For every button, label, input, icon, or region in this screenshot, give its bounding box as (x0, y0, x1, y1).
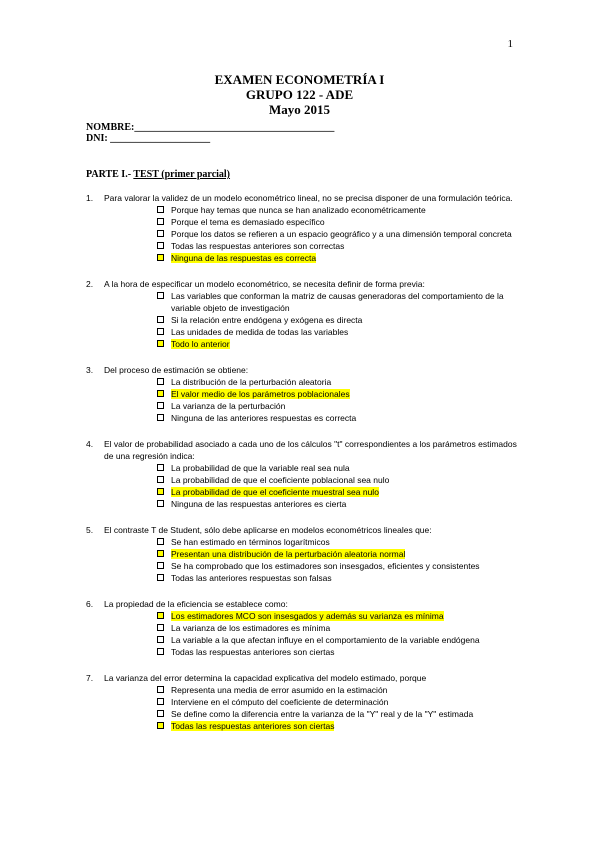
option-text: Ninguna de las respuestas anteriores es cierta (171, 499, 347, 509)
option-label (171, 228, 526, 240)
options-list (157, 610, 526, 658)
part-title: TEST (primer parcial) (133, 169, 231, 180)
options-list (157, 536, 526, 584)
option-label (171, 314, 526, 326)
exam-header (0, 72, 599, 117)
option-label (171, 376, 526, 388)
exam-date: Mayo 2015 (268, 102, 331, 117)
answer-option[interactable] (157, 338, 526, 350)
nombre-field[interactable]: NOMBRE:________________________________________ (86, 122, 335, 133)
answer-option[interactable] (157, 610, 526, 622)
option-text: Los estimadores MCO son insesgados y además su varianza es mínima (171, 611, 444, 621)
checkbox-icon[interactable] (157, 648, 164, 655)
question-row (86, 438, 526, 462)
option-label (171, 696, 526, 708)
checkbox-icon[interactable] (157, 292, 164, 299)
question-text: La varianza del error determina la capacidad explicativa del modelo estimado, porque (104, 673, 427, 683)
checkbox-icon[interactable] (157, 340, 164, 347)
option-text: Representa una media de error asumido en la estimación (171, 685, 388, 695)
checkbox-icon[interactable] (157, 206, 164, 213)
options-list (157, 376, 526, 424)
part-prefix: PARTE I.- (86, 169, 134, 180)
option-label (171, 400, 526, 412)
option-label (171, 486, 526, 498)
answer-option[interactable] (157, 548, 526, 560)
option-label (171, 646, 526, 658)
answer-option[interactable] (157, 388, 526, 400)
option-label (171, 720, 526, 732)
checkbox-icon[interactable] (157, 402, 164, 409)
question-5 (86, 524, 526, 584)
options-list (157, 290, 526, 350)
question-row (86, 192, 526, 204)
checkbox-icon[interactable] (157, 218, 164, 225)
option-label (171, 560, 526, 572)
option-label (171, 216, 526, 228)
answer-option[interactable] (157, 326, 526, 338)
option-text: Ninguna de las anteriores respuestas es correcta (171, 413, 357, 423)
answer-option[interactable] (157, 720, 526, 732)
checkbox-icon[interactable] (157, 254, 164, 261)
option-label (171, 240, 526, 252)
answer-option[interactable] (157, 696, 526, 708)
option-text: La probabilidad de que el coeficiente poblacional sea nulo (171, 475, 390, 485)
answer-option[interactable] (157, 708, 526, 720)
question-7 (86, 672, 526, 732)
question-list (86, 192, 526, 746)
option-text: Porque el tema es demasiado específico (171, 217, 325, 227)
option-label (171, 412, 526, 424)
question-6 (86, 598, 526, 658)
option-label (171, 548, 526, 560)
answer-option[interactable] (157, 228, 526, 240)
question-1 (86, 192, 526, 264)
checkbox-icon[interactable] (157, 624, 164, 631)
option-label (171, 326, 526, 338)
question-text: Del proceso de estimación se obtiene: (104, 365, 249, 375)
option-label (171, 622, 526, 634)
answer-option[interactable] (157, 536, 526, 548)
exam-title: EXAMEN ECONOMETRÍA I (214, 72, 385, 87)
question-number: 4. (86, 439, 94, 449)
option-text: Todas las respuestas anteriores son ciertas (171, 647, 335, 657)
option-text: Todas las anteriores respuestas son falsas (171, 573, 332, 583)
options-list (157, 684, 526, 732)
question-row (86, 364, 526, 376)
question-text: El valor de probabilidad asociado a cada uno de los cálculos "t" correspondientes a los parámetros estimados de una regresión indica: (104, 439, 517, 461)
checkbox-icon[interactable] (157, 488, 164, 495)
checkbox-icon[interactable] (157, 414, 164, 421)
question-2 (86, 278, 526, 350)
question-number: 7. (86, 673, 94, 683)
checkbox-icon[interactable] (157, 636, 164, 643)
checkbox-icon[interactable] (157, 230, 164, 237)
answer-option[interactable] (157, 216, 526, 228)
checkbox-icon[interactable] (157, 316, 164, 323)
answer-option[interactable] (157, 376, 526, 388)
option-label (171, 388, 526, 400)
answer-option[interactable] (157, 462, 526, 474)
question-text: La propiedad de la eficiencia se establece como: (104, 599, 288, 609)
option-text: Las variables que conforman la matriz de causas generadoras del comportamiento de la variable objeto de investigación (171, 291, 504, 313)
answer-option[interactable] (157, 412, 526, 424)
checkbox-icon[interactable] (157, 476, 164, 483)
question-number: 5. (86, 525, 94, 535)
question-3 (86, 364, 526, 424)
question-4 (86, 438, 526, 510)
answer-option[interactable] (157, 646, 526, 658)
answer-option[interactable] (157, 240, 526, 252)
question-number: 3. (86, 365, 94, 375)
option-text: La varianza de la perturbación (171, 401, 286, 411)
answer-option[interactable] (157, 572, 526, 584)
page-number: 1 (507, 38, 513, 50)
option-label (171, 708, 526, 720)
option-label (171, 290, 526, 314)
answer-option[interactable] (157, 486, 526, 498)
option-text: Se han estimado en términos logarítmicos (171, 537, 330, 547)
option-text: Porque hay temas que nunca se han analizado econométricamente (171, 205, 426, 215)
option-label (171, 462, 526, 474)
option-text: Se define como la diferencia entre la varianza de la "Y" real y de la "Y" estimada (171, 709, 474, 719)
option-text: Todo lo anterior (171, 339, 230, 349)
student-fields (86, 122, 334, 144)
answer-option[interactable] (157, 560, 526, 572)
answer-option[interactable] (157, 290, 526, 314)
option-text: Interviene en el cómputo del coeficiente de determinación (171, 697, 389, 707)
checkbox-icon[interactable] (157, 242, 164, 249)
checkbox-icon[interactable] (157, 562, 164, 569)
checkbox-icon[interactable] (157, 574, 164, 581)
answer-option[interactable] (157, 498, 526, 510)
option-label (171, 338, 526, 350)
checkbox-icon[interactable] (157, 390, 164, 397)
question-row (86, 598, 526, 610)
option-text: Se ha comprobado que los estimadores son insesgados, eficientes y consistentes (171, 561, 480, 571)
checkbox-icon[interactable] (157, 328, 164, 335)
option-text: La varianza de los estimadores es mínima (171, 623, 331, 633)
option-label (171, 536, 526, 548)
option-text: Las unidades de medida de todas las variables (171, 327, 349, 337)
exam-group: GRUPO 122 - ADE (245, 87, 354, 102)
option-text: Porque los datos se refieren a un espacio geográfico y a una dimensión temporal concreta (171, 229, 512, 239)
answer-option[interactable] (157, 622, 526, 634)
option-label (171, 634, 526, 646)
part-heading (86, 169, 230, 180)
option-text: Ninguna de las respuestas es correcta (171, 253, 317, 263)
option-text: Todas las respuestas anteriores son correctas (171, 241, 345, 251)
option-text: El valor medio de los parámetros poblacionales (171, 389, 350, 399)
answer-option[interactable] (157, 400, 526, 412)
checkbox-icon[interactable] (157, 686, 164, 693)
dni-field[interactable]: DNI: ____________________ (86, 133, 211, 144)
option-text: Todas las respuestas anteriores son ciertas (171, 721, 335, 731)
answer-option[interactable] (157, 204, 526, 216)
option-text: La probabilidad de que la variable real sea nula (171, 463, 350, 473)
option-label (171, 572, 526, 584)
checkbox-icon[interactable] (157, 722, 164, 729)
checkbox-icon[interactable] (157, 464, 164, 471)
question-row (86, 278, 526, 290)
checkbox-icon[interactable] (157, 612, 164, 619)
question-text: A la hora de especificar un modelo econométrico, se necesita definir de forma previa: (104, 279, 425, 289)
question-number: 6. (86, 599, 94, 609)
checkbox-icon[interactable] (157, 550, 164, 557)
question-text: El contraste T de Student, sólo debe aplicarse en modelos econométricos lineales que: (104, 525, 432, 535)
checkbox-icon[interactable] (157, 538, 164, 545)
checkbox-icon[interactable] (157, 710, 164, 717)
answer-option[interactable] (157, 684, 526, 696)
options-list (157, 204, 526, 264)
checkbox-icon[interactable] (157, 500, 164, 507)
option-label (171, 252, 526, 264)
question-text: Para valorar la validez de un modelo econométrico lineal, no se precisa disponer de una formulación teórica. (104, 193, 513, 203)
options-list (157, 462, 526, 510)
question-number: 1. (86, 193, 94, 203)
checkbox-icon[interactable] (157, 378, 164, 385)
option-text: La distribución de la perturbación aleatoria (171, 377, 332, 387)
option-text: La variable a la que afectan influye en el comportamiento de la variable endógena (171, 635, 480, 645)
question-row (86, 524, 526, 536)
option-label (171, 684, 526, 696)
option-text: Presentan una distribución de la perturbación aleatoria normal (171, 549, 406, 559)
option-label (171, 610, 526, 622)
answer-option[interactable] (157, 252, 526, 264)
answer-option[interactable] (157, 474, 526, 486)
option-label (171, 204, 526, 216)
question-number: 2. (86, 279, 94, 289)
option-label (171, 498, 526, 510)
checkbox-icon[interactable] (157, 698, 164, 705)
question-row (86, 672, 526, 684)
option-text: Si la relación entre endógena y exógena es directa (171, 315, 363, 325)
answer-option[interactable] (157, 634, 526, 646)
option-text: La probabilidad de que el coeficiente muestral sea nulo (171, 487, 379, 497)
option-label (171, 474, 526, 486)
answer-option[interactable] (157, 314, 526, 326)
